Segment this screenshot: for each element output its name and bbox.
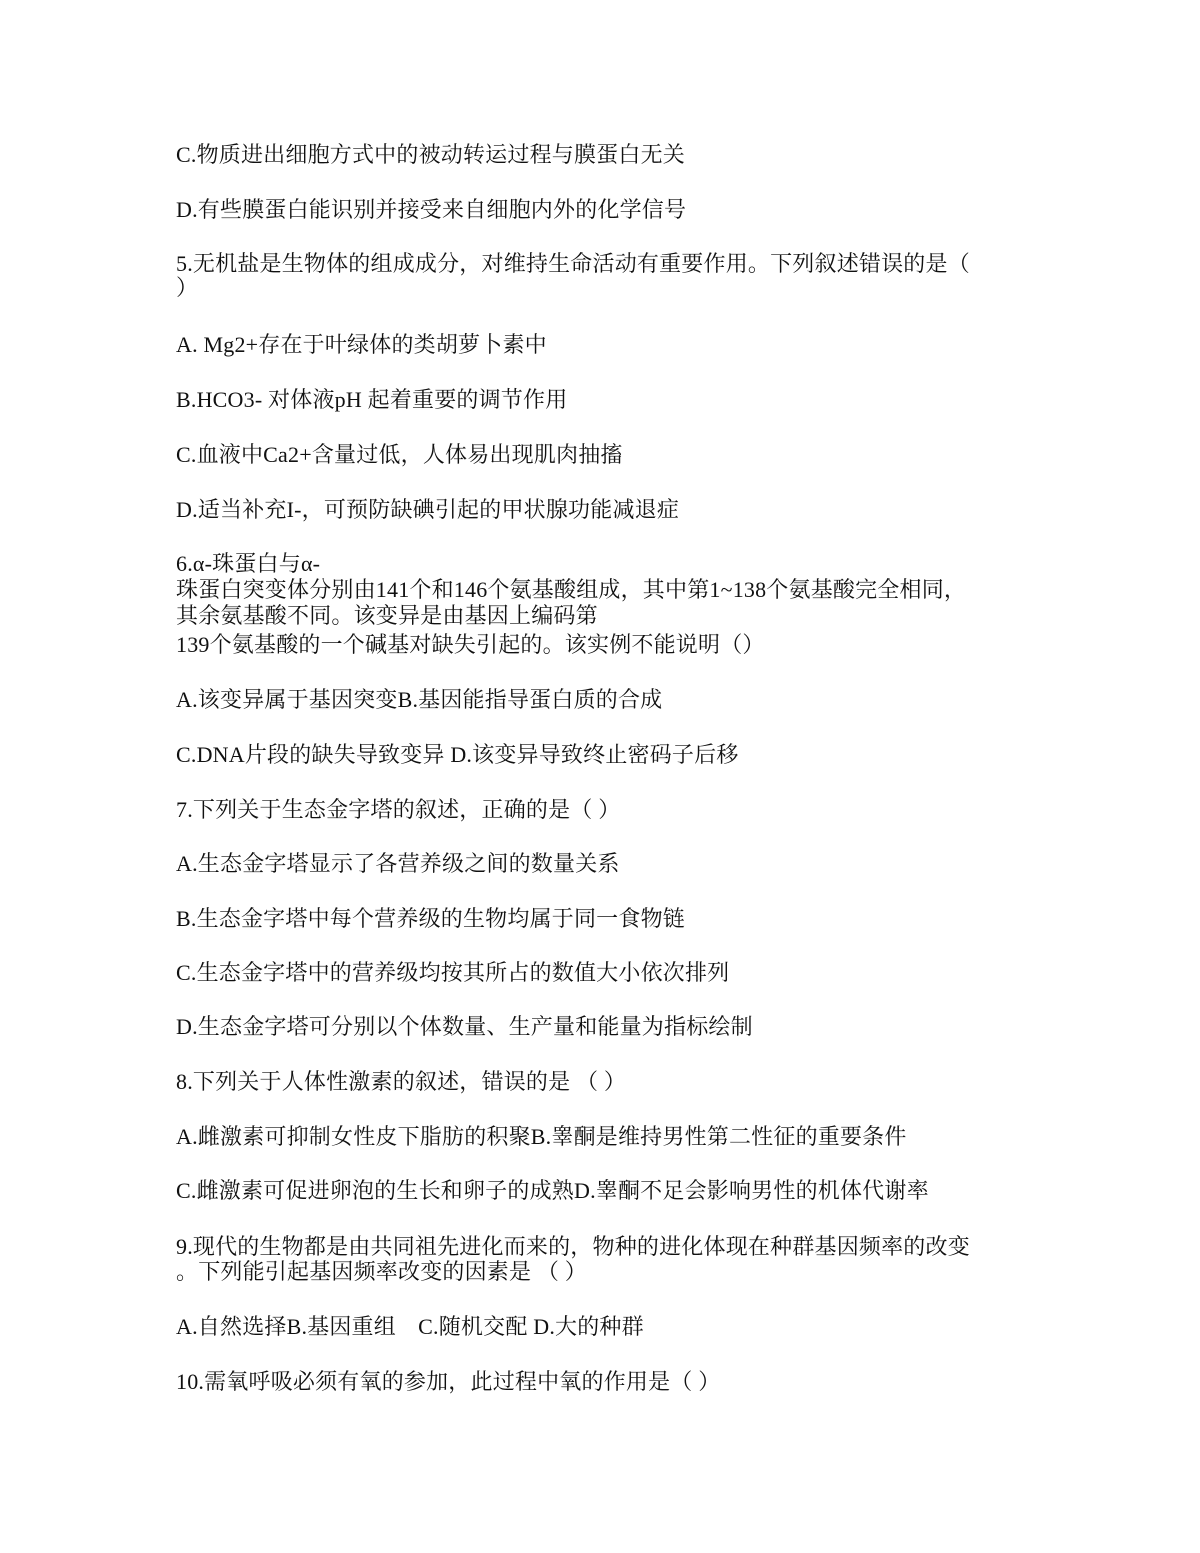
option-5d: D.适当补充I-，可预防缺碘引起的甲状腺功能减退症 [176, 497, 680, 522]
question-8: 8.下列关于人体性激素的叙述，错误的是 （ ） [176, 1069, 627, 1094]
option-7d: D.生态金字塔可分别以个体数量、生产量和能量为指标绘制 [176, 1014, 753, 1039]
option-4c: C.物质进出细胞方式中的被动转运过程与膜蛋白无关 [176, 142, 685, 167]
option-6ab: A.该变异属于基因突变B.基因能指导蛋白质的合成 [176, 687, 663, 712]
option-7c: C.生态金字塔中的营养级均按其所占的数值大小依次排列 [176, 960, 730, 985]
option-8cd: C.雌激素可促进卵泡的生长和卵子的成熟D.睾酮不足会影响男性的机体代谢率 [176, 1178, 929, 1203]
option-8ab: A.雌激素可抑制女性皮下脂肪的积聚B.睾酮是维持男性第二性征的重要条件 [176, 1124, 907, 1149]
option-9abcd: A.自然选择B.基因重组 C.随机交配 D.大的种群 [176, 1314, 644, 1339]
question-5: 5.无机盐是生物体的组成成分，对维持生命活动有重要作用。下列叙述错误的是（ [176, 251, 970, 276]
question-5-cont: ） [176, 275, 199, 300]
option-4d: D.有些膜蛋白能识别并接受来自细胞内外的化学信号 [176, 197, 687, 222]
question-6-line-3: 其余氨基酸不同。该变异是由基因上编码第 [176, 603, 598, 628]
option-7a: A.生态金字塔显示了各营养级之间的数量关系 [176, 851, 620, 876]
option-5c: C.血液中Ca2+含量过低，人体易出现肌肉抽搐 [176, 442, 623, 467]
question-9: 9.现代的生物都是由共同祖先进化而来的，物种的进化体现在种群基因频率的改变 [176, 1234, 970, 1259]
option-5a: A. Mg2+存在于叶绿体的类胡萝卜素中 [176, 332, 547, 357]
option-6cd: C.DNA片段的缺失导致变异 D.该变异导致终止密码子后移 [176, 742, 739, 767]
question-6: 6.α-珠蛋白与α- [176, 551, 321, 576]
question-9-cont: 。下列能引起基因频率改变的因素是 （ ） [176, 1259, 588, 1284]
question-7: 7.下列关于生态金字塔的叙述，正确的是（ ） [176, 797, 621, 822]
question-10: 10.需氧呼吸必须有氧的参加，此过程中氧的作用是（ ） [176, 1369, 721, 1394]
question-6-line-2: 珠蛋白突变体分别由141个和146个氨基酸组成，其中第1~138个氨基酸完全相同， [176, 577, 967, 602]
question-6-line-4: 139个氨基酸的一个碱基对缺失引起的。该实例不能说明（） [176, 632, 765, 657]
option-5b: B.HCO3- 对体液pH 起着重要的调节作用 [176, 387, 568, 412]
option-7b: B.生态金字塔中每个营养级的生物均属于同一食物链 [176, 906, 685, 931]
